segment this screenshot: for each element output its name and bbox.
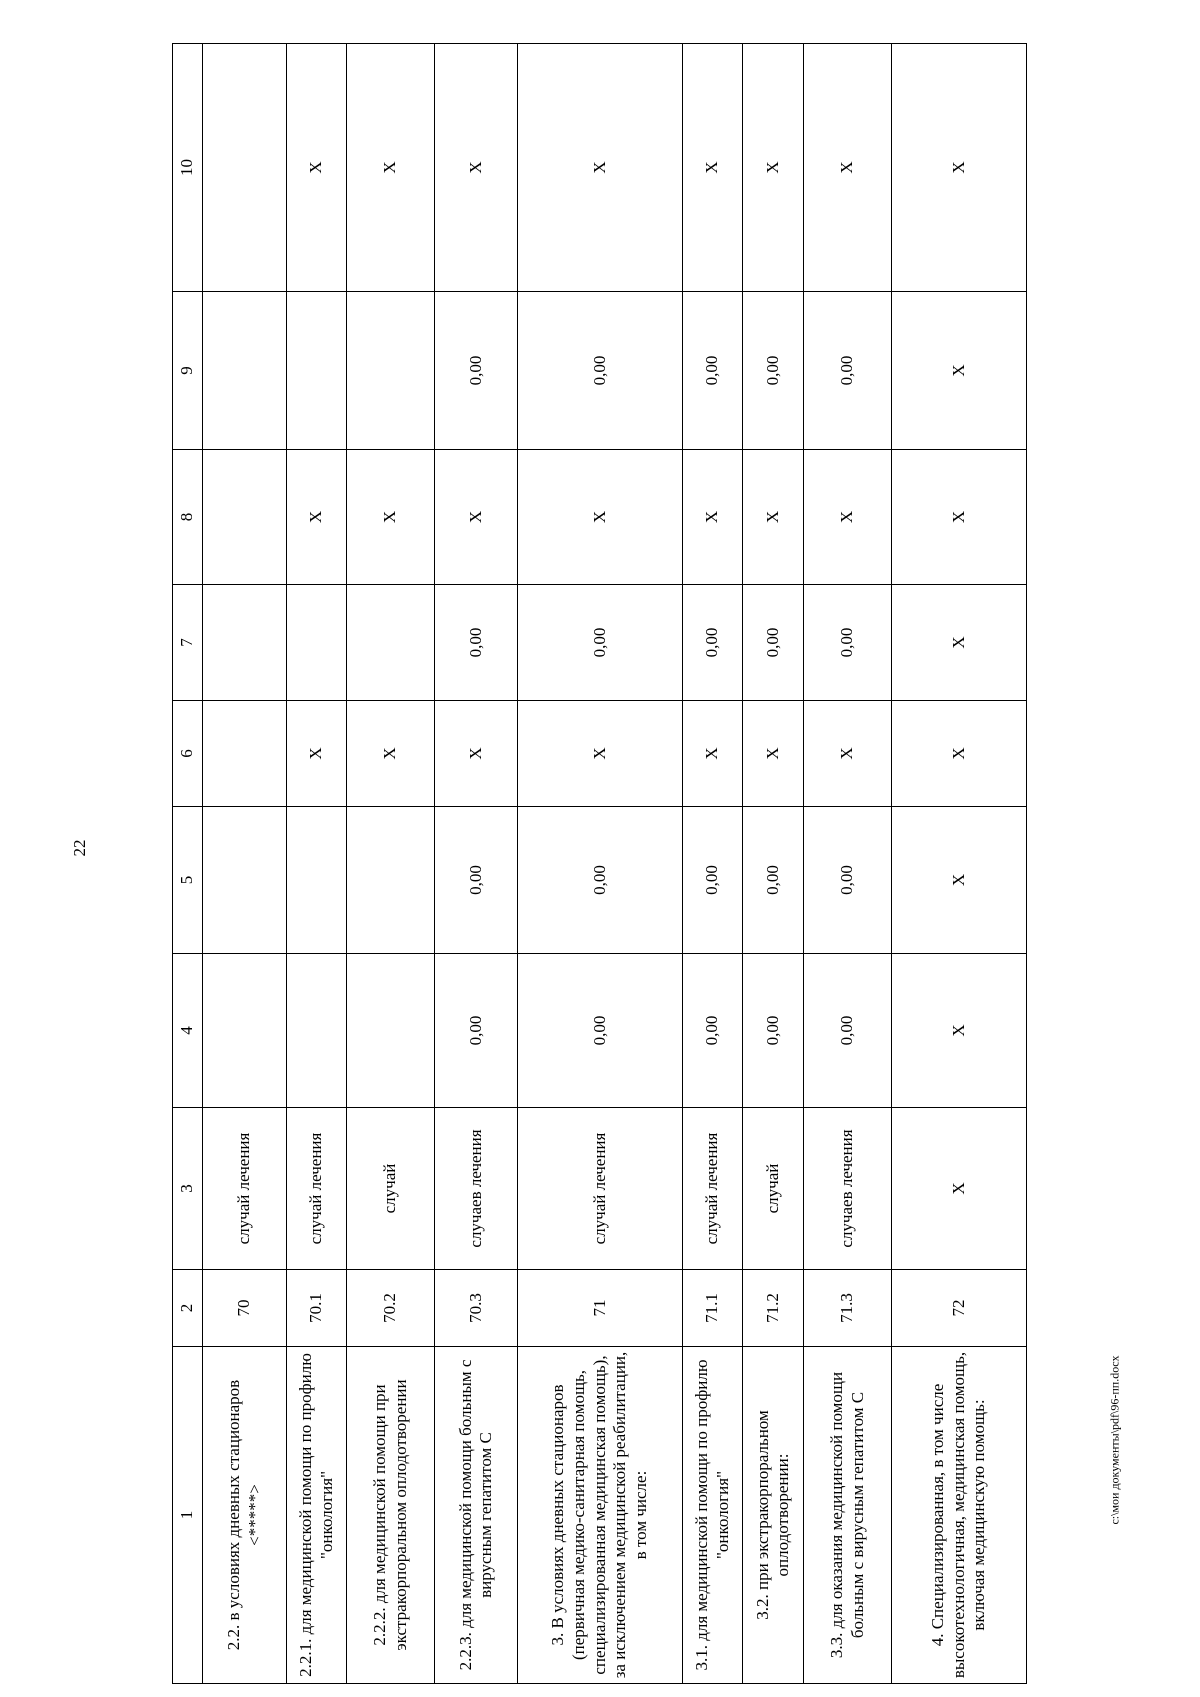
- table-cell: [203, 807, 286, 954]
- row-label-cell: 3.3. для оказания медицинской помощи больным с вирусным гепатитом С: [804, 1347, 892, 1684]
- table-cell: 0,00: [518, 585, 682, 701]
- table-cell: X: [891, 585, 1026, 701]
- table-row: [804, 44, 892, 1684]
- table-cell: [347, 954, 435, 1108]
- table-cell: X: [804, 701, 892, 807]
- table-row: [347, 44, 435, 1684]
- table-row: [203, 44, 286, 1684]
- table-cell: [286, 585, 347, 701]
- column-header: 10: [173, 44, 203, 292]
- table-cell: 0,00: [682, 807, 743, 954]
- table-cell: 0,00: [435, 292, 518, 450]
- table-cell: 71.2: [743, 1270, 804, 1347]
- table-cell: X: [286, 44, 347, 292]
- table-cell: [286, 807, 347, 954]
- table-cell: [347, 585, 435, 701]
- table-cell: X: [347, 450, 435, 585]
- table-cell: X: [347, 44, 435, 292]
- table-cell: 0,00: [435, 807, 518, 954]
- table-cell: X: [435, 44, 518, 292]
- table-cell: 0,00: [682, 292, 743, 450]
- table-cell: [203, 954, 286, 1108]
- row-label-cell: 2.2.1. для медицинской помощи по профилю "онкология": [286, 1347, 347, 1684]
- table-cell: X: [347, 701, 435, 807]
- table-cell: 0,00: [804, 585, 892, 701]
- column-header: 4: [173, 954, 203, 1108]
- table-cell: случаев лечения: [435, 1108, 518, 1270]
- table-cell: 0,00: [682, 954, 743, 1108]
- table-cell: X: [743, 450, 804, 585]
- table-cell: 72: [891, 1270, 1026, 1347]
- table-cell: [203, 44, 286, 292]
- table-cell: 70: [203, 1270, 286, 1347]
- column-header: 3: [173, 1108, 203, 1270]
- table-cell: X: [286, 450, 347, 585]
- table-cell: [203, 450, 286, 585]
- column-header: 7: [173, 585, 203, 701]
- table-cell: 70.1: [286, 1270, 347, 1347]
- table-cell: случай лечения: [682, 1108, 743, 1270]
- table-cell: X: [518, 450, 682, 585]
- table-cell: X: [286, 701, 347, 807]
- table-cell: 0,00: [743, 807, 804, 954]
- column-header: 9: [173, 292, 203, 450]
- row-label-cell: 3.2. при экстракорпоральном оплодотворении:: [743, 1347, 804, 1684]
- table-cell: X: [891, 701, 1026, 807]
- table-cell: случай: [347, 1108, 435, 1270]
- table-cell: 0,00: [518, 292, 682, 450]
- table-cell: 71.1: [682, 1270, 743, 1347]
- table-cell: случай лечения: [203, 1108, 286, 1270]
- table-cell: X: [518, 44, 682, 292]
- table-cell: 0,00: [435, 585, 518, 701]
- table-cell: 0,00: [518, 954, 682, 1108]
- table-cell: случай лечения: [286, 1108, 347, 1270]
- column-header: 8: [173, 450, 203, 585]
- table-row: [435, 44, 518, 1684]
- table-cell: X: [804, 44, 892, 292]
- row-label-cell: 4. Специализированная, в том числе высокотехнологичная, медицинская помощь, включая медицинскую помощь:: [891, 1347, 1026, 1684]
- table-cell: 0,00: [804, 807, 892, 954]
- table-cell: случаев лечения: [804, 1108, 892, 1270]
- table-cell: X: [891, 44, 1026, 292]
- table-cell: X: [743, 44, 804, 292]
- table-row: [891, 44, 1026, 1684]
- table-cell: X: [804, 450, 892, 585]
- column-header: 2: [173, 1270, 203, 1347]
- table-cell: [203, 292, 286, 450]
- table-cell: 0,00: [518, 807, 682, 954]
- table-cell: 70.2: [347, 1270, 435, 1347]
- table-cell: 70.3: [435, 1270, 518, 1347]
- table-cell: X: [891, 450, 1026, 585]
- table-cell: [286, 292, 347, 450]
- table-row: [743, 44, 804, 1684]
- table-cell: X: [435, 450, 518, 585]
- table-cell: [286, 954, 347, 1108]
- column-header: 6: [173, 701, 203, 807]
- table-cell: [347, 807, 435, 954]
- table-cell: [203, 585, 286, 701]
- table-cell: 0,00: [435, 954, 518, 1108]
- column-header: 1: [173, 1347, 203, 1684]
- table-cell: 71.3: [804, 1270, 892, 1347]
- table-cell: случай лечения: [518, 1108, 682, 1270]
- table-cell: X: [435, 701, 518, 807]
- table-cell: 0,00: [682, 585, 743, 701]
- table-row: [682, 44, 743, 1684]
- column-header: 5: [173, 807, 203, 954]
- data-table-rotated: [172, 44, 1027, 1684]
- table-cell: X: [891, 292, 1026, 450]
- page-number: 22: [70, 839, 89, 857]
- table-cell: [203, 701, 286, 807]
- table-row: [518, 44, 682, 1684]
- table-cell: 0,00: [804, 954, 892, 1108]
- table-cell: X: [891, 807, 1026, 954]
- table-cell: 0,00: [743, 292, 804, 450]
- row-label-cell: 3.1. для медицинской помощи по профилю "онкология": [682, 1347, 743, 1684]
- row-label-cell: 2.2. в условиях дневных стационаров <*****>: [203, 1347, 286, 1684]
- table-cell: 0,00: [743, 954, 804, 1108]
- table-cell: X: [682, 701, 743, 807]
- table-cell: 0,00: [743, 585, 804, 701]
- table-cell: случай: [743, 1108, 804, 1270]
- table-cell: [347, 292, 435, 450]
- table-cell: X: [682, 44, 743, 292]
- table-cell: X: [682, 450, 743, 585]
- row-label-cell: 2.2.2. для медицинской помощи при экстракорпоральном оплодотворении: [347, 1347, 435, 1684]
- row-label-cell: 2.2.3. для медицинской помощи больным с вирусным гепатитом С: [435, 1347, 518, 1684]
- table-cell: 71: [518, 1270, 682, 1347]
- table-row: [286, 44, 347, 1684]
- footer-file-path: c:\мои документы\pdf\96-пп.docx: [1107, 1355, 1122, 1525]
- table-cell: 0,00: [804, 292, 892, 450]
- table-cell: X: [891, 1108, 1026, 1270]
- table-cell: X: [891, 954, 1026, 1108]
- table-cell: X: [518, 701, 682, 807]
- header-row: [173, 44, 203, 1684]
- table-cell: X: [743, 701, 804, 807]
- data-table: [172, 43, 1027, 1684]
- row-label-cell: 3. В условиях дневных стационаров (первичная медико-санитарная помощь, специализированная медицинская помощь), за исключением медицинской реабилитации, в том числе:: [518, 1347, 682, 1684]
